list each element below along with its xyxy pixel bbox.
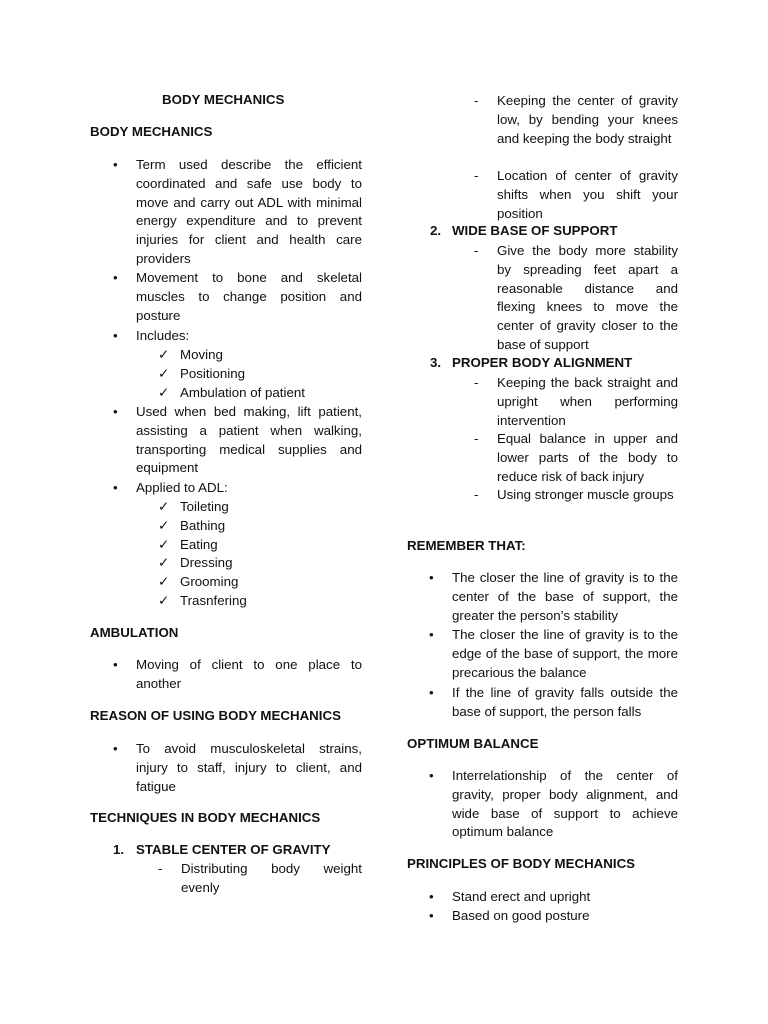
technique-title: PROPER BODY ALIGNMENT: [452, 355, 633, 370]
dash-marker: -: [474, 375, 479, 390]
check-item: ✓ Grooming: [158, 573, 238, 592]
bullet-marker: •: [429, 908, 434, 923]
dash-item: - Location of center of gravity shifts when you shift your position: [474, 168, 678, 221]
list-item: • The closer the line of gravity is to the edge of the base of support, the more precarious the balance: [429, 627, 678, 680]
dash-marker: -: [474, 431, 479, 446]
dash-item: - Distributing body weight evenly: [158, 861, 362, 895]
check-icon: ✓: [158, 518, 170, 533]
check-item: ✓ Trasnfering: [158, 592, 247, 611]
dash-item: - Keeping the back straight and upright when performing intervention: [474, 375, 678, 428]
bullet-marker: •: [113, 657, 118, 672]
check-icon: ✓: [158, 347, 170, 362]
section-heading-techniques: TECHNIQUES IN BODY MECHANICS: [90, 810, 321, 825]
bullet-marker: •: [113, 480, 118, 495]
numbered-item-marker: 1.: [113, 842, 125, 857]
list-item: • Includes:: [113, 327, 362, 346]
section-heading-reason: REASON OF USING BODY MECHANICS: [90, 708, 341, 723]
list-item: • Stand erect and upright: [429, 888, 678, 907]
bullet-marker: •: [429, 627, 434, 642]
check-icon: ✓: [158, 555, 170, 570]
dash-item: - Keeping the center of gravity low, by bending your knees and keeping the body straight: [474, 93, 678, 146]
section-heading-ambulation: AMBULATION: [90, 625, 179, 640]
bullet-marker: •: [113, 157, 118, 172]
dash-marker: -: [474, 93, 479, 108]
list-item: • Movement to bone and skeletal muscles to change position and posture: [113, 270, 362, 323]
check-item: ✓ Positioning: [158, 365, 245, 384]
check-item: ✓ Eating: [158, 536, 218, 555]
list-item: • Applied to ADL:: [113, 479, 362, 498]
list-item: • The closer the line of gravity is to the center of the base of support, the greater the person’s stability: [429, 570, 678, 623]
check-item: ✓ Moving: [158, 346, 223, 365]
bullet-marker: •: [429, 889, 434, 904]
list-item: • Interrelationship of the center of gravity, proper body alignment, and wide base of support to achieve optimum balance: [429, 768, 678, 840]
list-item: • Moving of client to one place to another: [113, 657, 362, 691]
dash-marker: -: [474, 487, 479, 502]
dash-item: - Give the body more stability by spreading feet apart a reasonable distance and flexing knees to move the center of gravity closer to the base of support: [474, 243, 678, 352]
numbered-item-marker: 3.: [430, 355, 442, 370]
bullet-marker: •: [113, 741, 118, 756]
list-item: • Based on good posture: [429, 907, 678, 926]
check-icon: ✓: [158, 385, 170, 400]
dash-marker: -: [474, 168, 479, 183]
bullet-marker: •: [113, 270, 118, 285]
list-item: • To avoid musculoskeletal strains, injury to staff, injury to client, and fatigue: [113, 741, 362, 794]
check-item: ✓ Ambulation of patient: [158, 384, 305, 403]
technique-title: WIDE BASE OF SUPPORT: [452, 223, 618, 238]
dash-item: - Using stronger muscle groups: [474, 486, 678, 505]
check-item: ✓ Bathing: [158, 517, 225, 536]
section-heading-principles: PRINCIPLES OF BODY MECHANICS: [407, 856, 636, 871]
bullet-marker: •: [113, 404, 118, 419]
section-heading-remember: REMEMBER THAT:: [407, 538, 526, 553]
technique-title: STABLE CENTER OF GRAVITY: [136, 842, 331, 857]
check-icon: ✓: [158, 593, 170, 608]
check-icon: ✓: [158, 537, 170, 552]
bullet-marker: •: [429, 768, 434, 783]
page-title: BODY MECHANICS: [162, 92, 285, 107]
bullet-marker: •: [429, 685, 434, 700]
check-icon: ✓: [158, 499, 170, 514]
check-icon: ✓: [158, 366, 170, 381]
numbered-item-marker: 2.: [430, 223, 442, 238]
check-icon: ✓: [158, 574, 170, 589]
dash-marker: -: [474, 243, 479, 258]
dash-item: - Equal balance in upper and lower parts of the body to reduce risk of back injury: [474, 431, 678, 484]
dash-marker: -: [158, 861, 163, 876]
list-item: • Term used describe the efficient coordinated and safe use body to move and carry out ADL with minimal energy expenditure and to prevent injuries for client and health care providers: [113, 157, 362, 266]
bullet-marker: •: [429, 570, 434, 585]
list-item: • If the line of gravity falls outside the base of support, the person falls: [429, 685, 678, 719]
check-item: ✓ Toileting: [158, 498, 229, 517]
section-heading-body-mechanics: BODY MECHANICS: [90, 124, 213, 139]
section-heading-optimum: OPTIMUM BALANCE: [407, 736, 539, 751]
check-item: ✓ Dressing: [158, 554, 232, 573]
list-item: • Used when bed making, lift patient, assisting a patient when walking, transporting medical supplies and equipment: [113, 404, 362, 476]
bullet-marker: •: [113, 328, 118, 343]
